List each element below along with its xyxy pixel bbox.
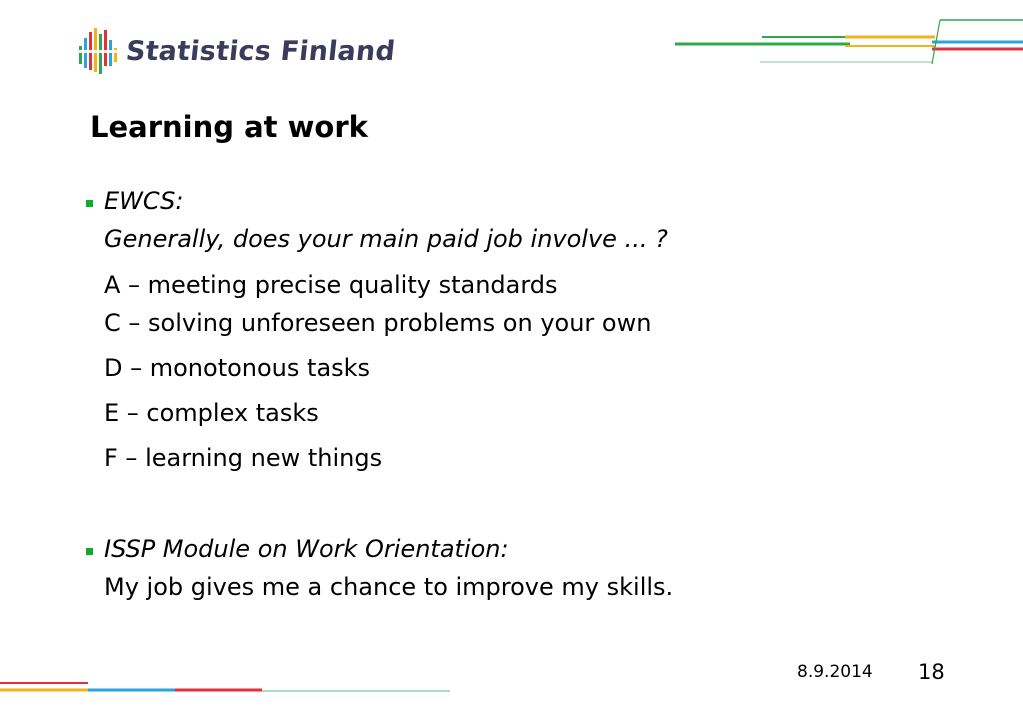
decorative-stripes-bottom <box>0 680 450 696</box>
list-item: A – meeting precise quality standards <box>104 271 558 299</box>
issp-heading: ISSP Module on Work Orientation: <box>104 535 509 563</box>
logo-mark-icon <box>78 24 118 78</box>
footer-date: 8.9.2014 <box>797 662 873 682</box>
issp-statement: My job gives me a chance to improve my skills. <box>104 573 674 601</box>
ewcs-question: Generally, does your main paid job involve ... ? <box>104 225 668 253</box>
slide-title: Learning at work <box>90 110 368 144</box>
list-item: E – complex tasks <box>104 399 319 427</box>
decorative-stripes-top <box>670 16 1023 70</box>
ewcs-heading: EWCS: <box>104 187 184 215</box>
list-item: C – solving unforeseen problems on your own <box>104 309 652 337</box>
bullet-icon <box>86 548 93 555</box>
logo-text: Statistics Finland <box>124 36 397 67</box>
page-number: 18 <box>918 660 945 684</box>
bullet-icon <box>86 200 93 207</box>
list-item: F – learning new things <box>104 444 383 472</box>
list-item: D – monotonous tasks <box>104 354 371 382</box>
